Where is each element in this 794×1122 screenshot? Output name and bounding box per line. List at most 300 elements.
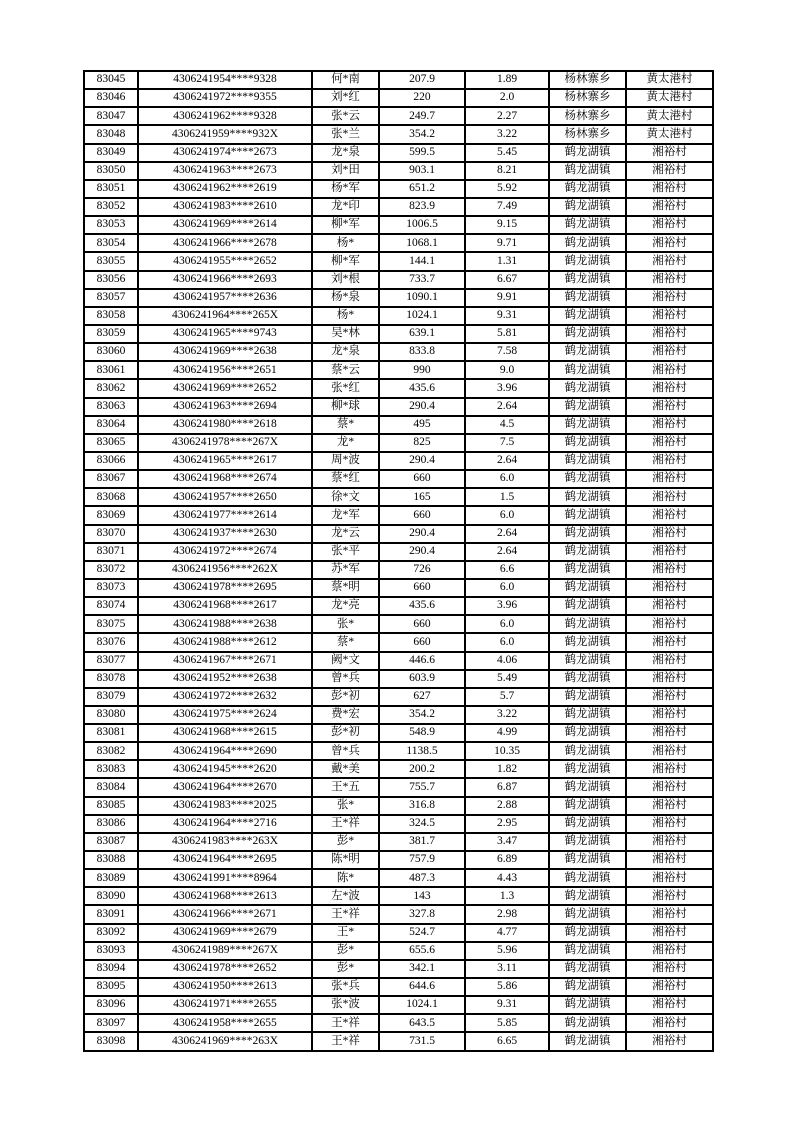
cell-amount-value: 487.3: [379, 869, 465, 887]
cell-town-name: 杨林寨乡: [549, 89, 626, 107]
cell-id-number: 4306241983****2610: [138, 198, 312, 216]
cell-amount-value: 627: [379, 688, 465, 706]
cell-person-name: 苏*军: [312, 561, 379, 579]
cell-town-name: 鹤龙湖镇: [549, 361, 626, 379]
cell-town-name: 鹤龙湖镇: [549, 978, 626, 996]
cell-id-number: 4306241969****2679: [138, 924, 312, 942]
table-row: [84, 742, 713, 760]
cell-person-name: 王*祥: [312, 1032, 379, 1051]
table-row: [84, 815, 713, 833]
cell-serial-number: 83069: [84, 506, 138, 524]
cell-town-name: 鹤龙湖镇: [549, 434, 626, 452]
cell-village-name: 湘裕村: [626, 271, 713, 289]
cell-id-number: 4306241969****2638: [138, 343, 312, 361]
cell-person-name: 柳*球: [312, 398, 379, 416]
cell-id-number: 4306241955****2652: [138, 252, 312, 270]
cell-id-number: 4306241971****2655: [138, 996, 312, 1014]
cell-person-name: 彭*: [312, 942, 379, 960]
cell-id-number: 4306241962****2619: [138, 180, 312, 198]
table-row: [84, 398, 713, 416]
cell-person-name: 王*祥: [312, 905, 379, 923]
cell-amount-value: 660: [379, 579, 465, 597]
cell-town-name: 鹤龙湖镇: [549, 416, 626, 434]
cell-id-number: 4306241956****2651: [138, 361, 312, 379]
cell-amount-value: 639.1: [379, 325, 465, 343]
cell-village-name: 湘裕村: [626, 216, 713, 234]
cell-village-name: 湘裕村: [626, 307, 713, 325]
table-row: [84, 778, 713, 796]
cell-amount-value: 342.1: [379, 960, 465, 978]
cell-serial-number: 83091: [84, 905, 138, 923]
cell-area-value: 1.89: [465, 71, 549, 89]
cell-id-number: 4306241965****9743: [138, 325, 312, 343]
cell-area-value: 5.92: [465, 180, 549, 198]
cell-serial-number: 83062: [84, 379, 138, 397]
cell-id-number: 4306241957****2650: [138, 488, 312, 506]
cell-village-name: 黄太港村: [626, 125, 713, 143]
cell-person-name: 蔡*: [312, 416, 379, 434]
cell-amount-value: 524.7: [379, 924, 465, 942]
cell-serial-number: 83077: [84, 652, 138, 670]
cell-serial-number: 83081: [84, 724, 138, 742]
cell-amount-value: 726: [379, 561, 465, 579]
cell-amount-value: 354.2: [379, 125, 465, 143]
cell-id-number: 4306241978****2652: [138, 960, 312, 978]
cell-person-name: 周*波: [312, 452, 379, 470]
table-row: [84, 561, 713, 579]
table-row: [84, 597, 713, 615]
cell-village-name: 黄太港村: [626, 89, 713, 107]
cell-amount-value: 823.9: [379, 198, 465, 216]
cell-village-name: 湘裕村: [626, 797, 713, 815]
cell-person-name: 龙*: [312, 434, 379, 452]
table-row: [84, 924, 713, 942]
table-row: [84, 379, 713, 397]
cell-id-number: 4306241964****2695: [138, 851, 312, 869]
cell-area-value: 2.64: [465, 543, 549, 561]
cell-person-name: 刘*红: [312, 89, 379, 107]
table-row: [84, 452, 713, 470]
cell-id-number: 4306241972****2632: [138, 688, 312, 706]
cell-id-number: 4306241962****9328: [138, 107, 312, 125]
cell-amount-value: 660: [379, 633, 465, 651]
cell-person-name: 杨*军: [312, 180, 379, 198]
cell-person-name: 龙*泉: [312, 144, 379, 162]
table-row: [84, 996, 713, 1014]
cell-id-number: 4306241978****267X: [138, 434, 312, 452]
table-row: [84, 1032, 713, 1051]
table-row: [84, 851, 713, 869]
cell-person-name: 张*平: [312, 543, 379, 561]
table-row: [84, 960, 713, 978]
cell-village-name: 湘裕村: [626, 162, 713, 180]
cell-amount-value: 660: [379, 470, 465, 488]
cell-town-name: 鹤龙湖镇: [549, 760, 626, 778]
cell-town-name: 鹤龙湖镇: [549, 162, 626, 180]
cell-village-name: 湘裕村: [626, 688, 713, 706]
cell-town-name: 鹤龙湖镇: [549, 470, 626, 488]
cell-area-value: 4.06: [465, 652, 549, 670]
cell-town-name: 鹤龙湖镇: [549, 960, 626, 978]
cell-area-value: 1.82: [465, 760, 549, 778]
cell-id-number: 4306241980****2618: [138, 416, 312, 434]
cell-village-name: 湘裕村: [626, 543, 713, 561]
cell-serial-number: 83071: [84, 543, 138, 561]
cell-person-name: 彭*: [312, 833, 379, 851]
cell-serial-number: 83096: [84, 996, 138, 1014]
cell-town-name: 鹤龙湖镇: [549, 887, 626, 905]
cell-village-name: 湘裕村: [626, 144, 713, 162]
cell-village-name: 湘裕村: [626, 778, 713, 796]
cell-village-name: 湘裕村: [626, 942, 713, 960]
cell-amount-value: 495: [379, 416, 465, 434]
cell-town-name: 鹤龙湖镇: [549, 869, 626, 887]
table-row: [84, 216, 713, 234]
cell-amount-value: 755.7: [379, 778, 465, 796]
cell-serial-number: 83074: [84, 597, 138, 615]
cell-serial-number: 83047: [84, 107, 138, 125]
cell-amount-value: 290.4: [379, 525, 465, 543]
cell-id-number: 4306241983****263X: [138, 833, 312, 851]
cell-village-name: 湘裕村: [626, 742, 713, 760]
cell-village-name: 湘裕村: [626, 1032, 713, 1051]
cell-serial-number: 83060: [84, 343, 138, 361]
cell-area-value: 5.45: [465, 144, 549, 162]
table-row: [84, 343, 713, 361]
table-row: [84, 71, 713, 89]
cell-area-value: 5.86: [465, 978, 549, 996]
cell-town-name: 鹤龙湖镇: [549, 688, 626, 706]
cell-person-name: 张*: [312, 615, 379, 633]
cell-town-name: 鹤龙湖镇: [549, 343, 626, 361]
table-row: [84, 162, 713, 180]
cell-id-number: 4306241964****2670: [138, 778, 312, 796]
cell-town-name: 鹤龙湖镇: [549, 289, 626, 307]
cell-area-value: 2.98: [465, 905, 549, 923]
cell-village-name: 湘裕村: [626, 869, 713, 887]
cell-amount-value: 903.1: [379, 162, 465, 180]
cell-area-value: 9.91: [465, 289, 549, 307]
cell-serial-number: 83092: [84, 924, 138, 942]
cell-person-name: 蔡*云: [312, 361, 379, 379]
cell-amount-value: 165: [379, 488, 465, 506]
cell-person-name: 左*波: [312, 887, 379, 905]
cell-id-number: 4306241966****2671: [138, 905, 312, 923]
cell-town-name: 鹤龙湖镇: [549, 905, 626, 923]
cell-village-name: 湘裕村: [626, 706, 713, 724]
cell-village-name: 湘裕村: [626, 488, 713, 506]
cell-village-name: 湘裕村: [626, 561, 713, 579]
cell-town-name: 鹤龙湖镇: [549, 325, 626, 343]
cell-serial-number: 83067: [84, 470, 138, 488]
cell-id-number: 4306241966****2678: [138, 234, 312, 252]
table-row: [84, 706, 713, 724]
cell-amount-value: 1024.1: [379, 307, 465, 325]
cell-person-name: 张*: [312, 797, 379, 815]
cell-village-name: 湘裕村: [626, 252, 713, 270]
cell-town-name: 鹤龙湖镇: [549, 1014, 626, 1032]
cell-amount-value: 354.2: [379, 706, 465, 724]
cell-town-name: 鹤龙湖镇: [549, 379, 626, 397]
table-row: [84, 234, 713, 252]
table-row: [84, 307, 713, 325]
cell-town-name: 鹤龙湖镇: [549, 778, 626, 796]
cell-serial-number: 83088: [84, 851, 138, 869]
cell-serial-number: 83086: [84, 815, 138, 833]
cell-area-value: 5.49: [465, 670, 549, 688]
cell-id-number: 4306241965****2617: [138, 452, 312, 470]
cell-area-value: 4.99: [465, 724, 549, 742]
cell-serial-number: 83068: [84, 488, 138, 506]
cell-village-name: 湘裕村: [626, 525, 713, 543]
cell-id-number: 4306241972****2674: [138, 543, 312, 561]
cell-village-name: 湘裕村: [626, 434, 713, 452]
cell-person-name: 费*宏: [312, 706, 379, 724]
cell-serial-number: 83056: [84, 271, 138, 289]
cell-amount-value: 435.6: [379, 597, 465, 615]
cell-village-name: 湘裕村: [626, 398, 713, 416]
cell-person-name: 蔡*明: [312, 579, 379, 597]
cell-amount-value: 643.5: [379, 1014, 465, 1032]
cell-village-name: 湘裕村: [626, 1014, 713, 1032]
cell-town-name: 鹤龙湖镇: [549, 597, 626, 615]
cell-id-number: 4306241978****2695: [138, 579, 312, 597]
cell-id-number: 4306241974****2673: [138, 144, 312, 162]
cell-area-value: 9.31: [465, 307, 549, 325]
cell-amount-value: 290.4: [379, 543, 465, 561]
cell-id-number: 4306241968****2613: [138, 887, 312, 905]
cell-village-name: 湘裕村: [626, 615, 713, 633]
cell-amount-value: 446.6: [379, 652, 465, 670]
table-body: [84, 71, 713, 1051]
cell-serial-number: 83057: [84, 289, 138, 307]
cell-area-value: 6.87: [465, 778, 549, 796]
cell-serial-number: 83072: [84, 561, 138, 579]
cell-village-name: 湘裕村: [626, 924, 713, 942]
table-row: [84, 633, 713, 651]
cell-person-name: 阙*文: [312, 652, 379, 670]
cell-village-name: 湘裕村: [626, 452, 713, 470]
cell-area-value: 4.5: [465, 416, 549, 434]
cell-town-name: 鹤龙湖镇: [549, 180, 626, 198]
cell-area-value: 5.7: [465, 688, 549, 706]
cell-amount-value: 1024.1: [379, 996, 465, 1014]
cell-area-value: 6.0: [465, 615, 549, 633]
cell-town-name: 鹤龙湖镇: [549, 833, 626, 851]
cell-town-name: 鹤龙湖镇: [549, 144, 626, 162]
table-row: [84, 89, 713, 107]
cell-serial-number: 83083: [84, 760, 138, 778]
cell-area-value: 6.0: [465, 633, 549, 651]
subsidy-table: [83, 70, 714, 1052]
table-row: [84, 1014, 713, 1032]
table-row: [84, 434, 713, 452]
cell-village-name: 湘裕村: [626, 180, 713, 198]
cell-town-name: 杨林寨乡: [549, 107, 626, 125]
cell-town-name: 鹤龙湖镇: [549, 198, 626, 216]
cell-serial-number: 83095: [84, 978, 138, 996]
cell-amount-value: 327.8: [379, 905, 465, 923]
cell-area-value: 9.71: [465, 234, 549, 252]
cell-village-name: 湘裕村: [626, 905, 713, 923]
cell-serial-number: 83050: [84, 162, 138, 180]
cell-id-number: 4306241989****267X: [138, 942, 312, 960]
cell-area-value: 3.22: [465, 125, 549, 143]
cell-person-name: 陈*: [312, 869, 379, 887]
cell-amount-value: 651.2: [379, 180, 465, 198]
cell-id-number: 4306241958****2655: [138, 1014, 312, 1032]
cell-serial-number: 83085: [84, 797, 138, 815]
cell-serial-number: 83054: [84, 234, 138, 252]
cell-serial-number: 83070: [84, 525, 138, 543]
cell-serial-number: 83053: [84, 216, 138, 234]
cell-area-value: 3.11: [465, 960, 549, 978]
cell-village-name: 湘裕村: [626, 579, 713, 597]
cell-area-value: 7.5: [465, 434, 549, 452]
cell-person-name: 张*红: [312, 379, 379, 397]
cell-amount-value: 990: [379, 361, 465, 379]
cell-town-name: 鹤龙湖镇: [549, 670, 626, 688]
cell-person-name: 杨*: [312, 234, 379, 252]
cell-id-number: 4306241988****2612: [138, 633, 312, 651]
cell-village-name: 黄太港村: [626, 107, 713, 125]
table-row: [84, 506, 713, 524]
table-row: [84, 488, 713, 506]
cell-person-name: 张*兵: [312, 978, 379, 996]
cell-person-name: 柳*军: [312, 216, 379, 234]
cell-area-value: 2.95: [465, 815, 549, 833]
cell-village-name: 湘裕村: [626, 815, 713, 833]
cell-person-name: 彭*初: [312, 724, 379, 742]
cell-amount-value: 660: [379, 506, 465, 524]
cell-area-value: 9.31: [465, 996, 549, 1014]
cell-person-name: 曾*兵: [312, 670, 379, 688]
cell-town-name: 鹤龙湖镇: [549, 633, 626, 651]
cell-town-name: 鹤龙湖镇: [549, 525, 626, 543]
cell-town-name: 鹤龙湖镇: [549, 724, 626, 742]
cell-person-name: 刘*根: [312, 271, 379, 289]
cell-area-value: 1.31: [465, 252, 549, 270]
cell-area-value: 6.89: [465, 851, 549, 869]
cell-amount-value: 144.1: [379, 252, 465, 270]
cell-area-value: 3.96: [465, 597, 549, 615]
table-row: [84, 905, 713, 923]
cell-village-name: 湘裕村: [626, 343, 713, 361]
cell-area-value: 3.22: [465, 706, 549, 724]
cell-id-number: 4306241952****2638: [138, 670, 312, 688]
table-row: [84, 252, 713, 270]
cell-town-name: 鹤龙湖镇: [549, 924, 626, 942]
table-row: [84, 525, 713, 543]
cell-area-value: 7.58: [465, 343, 549, 361]
cell-id-number: 4306241969****2614: [138, 216, 312, 234]
cell-id-number: 4306241969****2652: [138, 379, 312, 397]
table-row: [84, 144, 713, 162]
cell-serial-number: 83078: [84, 670, 138, 688]
cell-id-number: 4306241968****2617: [138, 597, 312, 615]
cell-serial-number: 83094: [84, 960, 138, 978]
cell-id-number: 4306241968****2674: [138, 470, 312, 488]
cell-village-name: 湘裕村: [626, 198, 713, 216]
cell-area-value: 6.0: [465, 579, 549, 597]
cell-serial-number: 83087: [84, 833, 138, 851]
cell-town-name: 鹤龙湖镇: [549, 797, 626, 815]
cell-serial-number: 83079: [84, 688, 138, 706]
cell-village-name: 湘裕村: [626, 597, 713, 615]
cell-amount-value: 220: [379, 89, 465, 107]
cell-village-name: 湘裕村: [626, 887, 713, 905]
cell-town-name: 鹤龙湖镇: [549, 307, 626, 325]
table-row: [84, 325, 713, 343]
cell-serial-number: 83097: [84, 1014, 138, 1032]
cell-amount-value: 599.5: [379, 144, 465, 162]
cell-id-number: 4306241964****265X: [138, 307, 312, 325]
cell-serial-number: 83064: [84, 416, 138, 434]
cell-village-name: 湘裕村: [626, 506, 713, 524]
cell-id-number: 4306241963****2673: [138, 162, 312, 180]
cell-town-name: 杨林寨乡: [549, 125, 626, 143]
cell-serial-number: 83046: [84, 89, 138, 107]
cell-amount-value: 249.7: [379, 107, 465, 125]
table-row: [84, 543, 713, 561]
cell-id-number: 4306241954****9328: [138, 71, 312, 89]
cell-village-name: 黄太港村: [626, 71, 713, 89]
cell-serial-number: 83093: [84, 942, 138, 960]
cell-person-name: 龙*印: [312, 198, 379, 216]
cell-town-name: 鹤龙湖镇: [549, 815, 626, 833]
cell-id-number: 4306241991****8964: [138, 869, 312, 887]
cell-area-value: 2.27: [465, 107, 549, 125]
cell-town-name: 鹤龙湖镇: [549, 216, 626, 234]
cell-id-number: 4306241956****262X: [138, 561, 312, 579]
cell-serial-number: 83049: [84, 144, 138, 162]
table-row: [84, 670, 713, 688]
cell-id-number: 4306241963****2694: [138, 398, 312, 416]
cell-person-name: 王*祥: [312, 815, 379, 833]
cell-serial-number: 83073: [84, 579, 138, 597]
cell-village-name: 湘裕村: [626, 470, 713, 488]
cell-person-name: 张*云: [312, 107, 379, 125]
cell-town-name: 鹤龙湖镇: [549, 579, 626, 597]
cell-amount-value: 833.8: [379, 343, 465, 361]
cell-village-name: 湘裕村: [626, 960, 713, 978]
cell-person-name: 彭*初: [312, 688, 379, 706]
cell-area-value: 2.0: [465, 89, 549, 107]
cell-town-name: 鹤龙湖镇: [549, 742, 626, 760]
cell-amount-value: 1068.1: [379, 234, 465, 252]
cell-person-name: 何*南: [312, 71, 379, 89]
cell-area-value: 2.64: [465, 398, 549, 416]
table-row: [84, 180, 713, 198]
table-row: [84, 869, 713, 887]
cell-area-value: 9.0: [465, 361, 549, 379]
cell-person-name: 陈*明: [312, 851, 379, 869]
cell-amount-value: 655.6: [379, 942, 465, 960]
cell-amount-value: 731.5: [379, 1032, 465, 1051]
cell-serial-number: 83059: [84, 325, 138, 343]
cell-person-name: 刘*田: [312, 162, 379, 180]
cell-amount-value: 825: [379, 434, 465, 452]
cell-id-number: 4306241975****2624: [138, 706, 312, 724]
cell-amount-value: 644.6: [379, 978, 465, 996]
cell-area-value: 5.81: [465, 325, 549, 343]
table-row: [84, 579, 713, 597]
table-row: [84, 887, 713, 905]
table-row: [84, 271, 713, 289]
cell-id-number: 4306241967****2671: [138, 652, 312, 670]
cell-area-value: 6.6: [465, 561, 549, 579]
cell-id-number: 4306241964****2716: [138, 815, 312, 833]
